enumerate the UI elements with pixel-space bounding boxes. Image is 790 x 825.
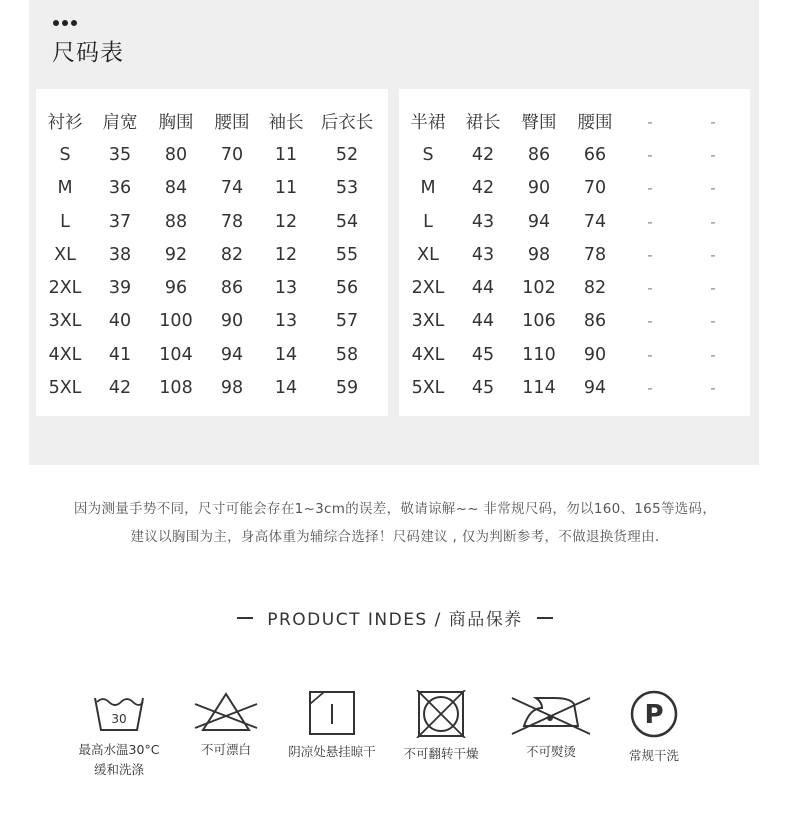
table-cell: 45	[471, 344, 495, 365]
table-cell: 36	[108, 178, 132, 199]
table-cell: 82	[583, 278, 607, 299]
table-cell: 86	[220, 278, 244, 299]
table-header-cell: 腰围	[214, 113, 250, 134]
table-cell: 2XL	[411, 278, 445, 299]
wash-30-icon	[91, 690, 147, 734]
table-row	[36, 172, 380, 205]
care-label-wash: 最高水温30°C 缓和洗涤	[78, 742, 160, 777]
no-iron-icon	[510, 690, 592, 736]
table-header-cell: 半裙	[410, 113, 446, 134]
table-cell: 5XL	[48, 378, 82, 399]
table-row	[399, 371, 747, 404]
table-cell: L	[60, 211, 70, 232]
table-cell: 82	[220, 244, 244, 265]
table-cell: S	[422, 144, 434, 165]
table-cell: -	[647, 212, 653, 231]
table-row	[399, 338, 747, 371]
table-header-row	[399, 105, 747, 138]
table-cell: XL	[54, 244, 76, 265]
measurement-note-line1: 因为测量手势不同，尺寸可能会存在1~3cm的误差，敬请谅解~~ 非常规尺码，勿以160、165等选码，	[73, 501, 717, 517]
table-row	[399, 305, 747, 338]
table-cell: 4XL	[48, 344, 82, 365]
table-cell: 94	[527, 211, 551, 232]
care-item-no-tumble	[396, 690, 486, 764]
care-label-line-dry: 阴凉处悬挂晾干	[288, 744, 376, 759]
table-cell: 55	[335, 244, 359, 265]
table-cell: -	[710, 345, 716, 364]
measurement-note-line2: 建议以胸围为主，身高体重为辅综合选择！尺码建议 , 仅为判断参考，不做退换货理由.	[130, 529, 660, 545]
table-cell: 56	[335, 278, 359, 299]
care-item-wash	[74, 690, 164, 780]
no-tumble-dry-icon	[416, 690, 466, 738]
table-cell: 14	[274, 344, 298, 365]
svg-text:P: P	[644, 700, 664, 730]
table-header-cell: 胸围	[158, 113, 194, 134]
table-cell: 38	[108, 244, 132, 265]
table-cell: -	[647, 345, 653, 364]
table-cell: 40	[108, 311, 132, 332]
table-cell: 98	[220, 378, 244, 399]
table-cell: -	[647, 312, 653, 331]
table-cell: -	[647, 379, 653, 398]
table-cell: 94	[220, 344, 244, 365]
care-label-dry-clean: 常规干洗	[628, 748, 679, 763]
table-cell: 42	[108, 378, 132, 399]
table-cell: 78	[220, 211, 244, 232]
table-row	[399, 138, 747, 171]
table-cell: 43	[471, 244, 495, 265]
skirt-size-table	[399, 89, 750, 416]
table-cell: 44	[471, 311, 495, 332]
care-section-title	[0, 605, 790, 630]
table-cell: M	[57, 178, 73, 199]
care-item-dry-clean	[614, 690, 694, 766]
table-cell: -	[647, 145, 653, 164]
dots-icon	[53, 20, 77, 26]
table-cell: 54	[335, 211, 359, 232]
table-header-cell: 衬衫	[47, 113, 83, 134]
table-cell: -	[710, 379, 716, 398]
table-cell: 74	[220, 178, 244, 199]
table-row	[36, 338, 380, 371]
table-cell: L	[423, 211, 433, 232]
table-row	[36, 205, 380, 238]
table-cell: 102	[522, 278, 556, 299]
table-cell: 70	[583, 178, 607, 199]
table-cell: 80	[164, 144, 188, 165]
table-cell: 53	[335, 178, 359, 199]
table-cell: -	[710, 312, 716, 331]
table-cell: 104	[159, 344, 193, 365]
table-cell: S	[59, 144, 71, 165]
table-cell: 98	[527, 244, 551, 265]
table-row	[399, 238, 747, 271]
table-cell: 94	[583, 378, 607, 399]
table-cell: -	[710, 212, 716, 231]
table-cell: 35	[108, 144, 132, 165]
table-cell: 90	[527, 178, 551, 199]
care-label-no-tumble: 不可翻转干燥	[403, 746, 479, 761]
table-cell: 11	[274, 178, 298, 199]
table-cell: 12	[274, 211, 298, 232]
table-header-cell: -	[647, 112, 653, 131]
table-cell: M	[420, 178, 436, 199]
table-cell: 44	[471, 278, 495, 299]
table-cell: 13	[274, 278, 298, 299]
table-header-cell: 袖长	[268, 113, 304, 134]
table-cell: 11	[274, 144, 298, 165]
table-cell: 58	[335, 344, 359, 365]
table-cell: 110	[522, 344, 556, 365]
table-cell: -	[710, 279, 716, 298]
care-item-no-iron	[508, 690, 594, 762]
title-left-dash	[237, 617, 253, 619]
svg-text:30: 30	[111, 712, 127, 726]
table-cell: 92	[164, 244, 188, 265]
table-cell: 13	[274, 311, 298, 332]
dry-clean-p-icon	[629, 690, 679, 740]
table-cell: XL	[417, 244, 439, 265]
table-cell: 2XL	[48, 278, 82, 299]
table-cell: 5XL	[411, 378, 445, 399]
table-row	[36, 271, 380, 304]
table-cell: 86	[527, 144, 551, 165]
table-cell: 108	[159, 378, 193, 399]
table-cell: 39	[108, 278, 132, 299]
table-cell: 90	[583, 344, 607, 365]
table-cell: 86	[583, 311, 607, 332]
table-header-cell: 臀围	[521, 113, 557, 134]
table-row	[36, 138, 380, 171]
table-cell: -	[710, 179, 716, 198]
table-row	[399, 205, 747, 238]
table-cell: 4XL	[411, 344, 445, 365]
care-label-no-iron: 不可熨烫	[525, 744, 576, 759]
table-row	[36, 371, 380, 404]
size-chart-title: 尺码表	[52, 40, 124, 66]
table-cell: 74	[583, 211, 607, 232]
table-cell: 78	[583, 244, 607, 265]
table-cell: 90	[220, 311, 244, 332]
table-cell: 3XL	[48, 311, 82, 332]
table-header-cell: 后衣长	[320, 113, 374, 134]
table-cell: 14	[274, 378, 298, 399]
table-cell: 100	[159, 311, 193, 332]
title-right-dash	[537, 617, 553, 619]
no-bleach-icon	[191, 690, 261, 734]
table-header-row	[36, 105, 380, 138]
table-cell: 12	[274, 244, 298, 265]
table-header-cell: -	[710, 112, 716, 131]
table-header-cell: 腰围	[577, 113, 613, 134]
care-label-no-bleach: 不可漂白	[200, 742, 251, 757]
table-cell: 42	[471, 178, 495, 199]
table-cell: 3XL	[411, 311, 445, 332]
table-header-cell: 裙长	[465, 113, 501, 134]
table-cell: 43	[471, 211, 495, 232]
care-title-text: PRODUCT INDES / 商品保养	[267, 610, 523, 630]
table-cell: -	[710, 145, 716, 164]
table-cell: 52	[335, 144, 359, 165]
table-cell: 42	[471, 144, 495, 165]
table-cell: -	[710, 245, 716, 264]
table-row	[36, 238, 380, 271]
care-item-line-dry	[282, 690, 382, 762]
table-cell: 70	[220, 144, 244, 165]
table-cell: 57	[335, 311, 359, 332]
care-item-no-bleach	[186, 690, 266, 760]
table-cell: 106	[522, 311, 556, 332]
table-cell: 59	[335, 378, 359, 399]
table-row	[399, 172, 747, 205]
table-cell: 114	[522, 378, 556, 399]
table-header-cell: 肩宽	[102, 113, 138, 134]
table-row	[399, 271, 747, 304]
table-row	[36, 305, 380, 338]
table-cell: 37	[108, 211, 132, 232]
table-cell: -	[647, 245, 653, 264]
table-cell: -	[647, 279, 653, 298]
line-dry-shade-icon	[308, 690, 356, 736]
table-cell: 45	[471, 378, 495, 399]
table-cell: 84	[164, 178, 188, 199]
shirt-size-table	[36, 89, 388, 416]
table-cell: -	[647, 179, 653, 198]
table-cell: 96	[164, 278, 188, 299]
table-cell: 88	[164, 211, 188, 232]
table-cell: 66	[583, 144, 607, 165]
table-cell: 41	[108, 344, 132, 365]
